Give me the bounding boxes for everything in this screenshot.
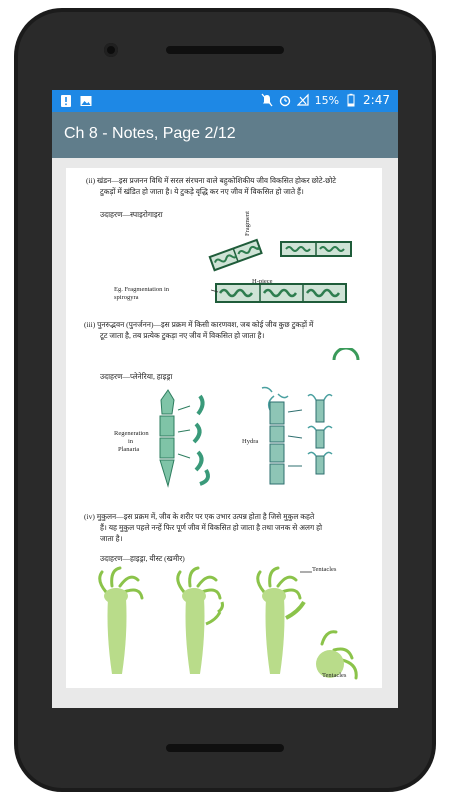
section-ii-text-line2: टुकड़ों में खंडित हो जाता है। ये टुकड़े वृद्धि कर नए जीव में विकसित हो जाते हैं।	[100, 187, 304, 196]
alarm-icon	[279, 93, 291, 107]
fig-h-piece-label: H-piece	[252, 278, 273, 285]
fig-tentacles-bottom-label: Tentacles	[322, 672, 347, 679]
section-iv-text-line2: हैं। यह मुकुल पहले नन्हें फिर पूर्ण जीव में विकसित हो जाता है तथा जनक से अलग हो	[100, 523, 323, 532]
fig-in-label: in	[128, 438, 134, 445]
hydra-bud-2	[178, 568, 223, 674]
alert-icon	[60, 94, 72, 108]
section-iv-example: उदाहरण—हाइड्रा, यीस्ट (खमीर)	[100, 554, 185, 563]
clock: 2:47	[363, 93, 390, 107]
screen	[52, 90, 398, 708]
section-iii-text-line2: टूट जाता है, तब प्रत्येक टुकड़ा नए जीव में विकसित हो जाता है।	[100, 331, 265, 340]
spirogyra-fragmentation-figure	[106, 226, 366, 308]
app-bar	[52, 112, 398, 158]
section-iv-text-line3: जाता है।	[100, 534, 123, 543]
fig-planaria-label: Planaria	[118, 446, 140, 453]
bottom-speaker	[166, 744, 284, 752]
no-signal-icon	[297, 93, 309, 107]
fig-hydra-label: Hydra	[242, 438, 259, 445]
hydra-budding-figure	[86, 564, 382, 688]
fig-regeneration-label: Regeneration	[114, 430, 149, 437]
page-title: Ch 8 - Notes, Page 2/12	[64, 125, 236, 142]
section-ii-example: उदाहरण—स्पाइरोगाइरा	[100, 210, 163, 219]
battery-icon	[345, 93, 357, 107]
status-bar	[52, 90, 398, 112]
green-circle-fragment	[332, 348, 362, 360]
regeneration-figure	[106, 386, 346, 506]
hydra-bud-1	[100, 568, 142, 674]
fragment-filament	[210, 240, 262, 270]
section-iii-example: उदाहरण—प्लेनेरिया, हाइड्रा	[100, 372, 173, 381]
top-speaker	[166, 46, 284, 54]
fig-spirogyra-label: spirogyra	[114, 294, 139, 301]
front-camera	[104, 43, 118, 57]
document-viewer[interactable]	[52, 158, 398, 708]
h-piece-filament	[281, 242, 351, 256]
mute-icon	[261, 93, 273, 107]
spirogyra-filament	[216, 284, 346, 302]
hydra-bud-3	[258, 568, 304, 674]
section-iii-text-line1: (iii) पुनरुद्भवन (पुनर्जनन)—इस प्रक्रम में किसी कारणवश, जब कोई जीव कुछ टुकड़ों में	[84, 320, 314, 329]
hydra-drawing	[262, 388, 332, 485]
fig-fragmentation-label: Eg. Fragmentation in	[114, 286, 170, 293]
document-page[interactable]	[66, 168, 382, 688]
battery-percent: 15%	[314, 93, 340, 107]
fig-tentacles-top-label: Tentacles	[312, 566, 337, 573]
planaria-drawing	[160, 390, 208, 486]
image-icon	[80, 94, 92, 108]
section-ii-text-line1: (ii) खंडन—इस प्रजनन विधि में सरल संरचना वाले बहुकोशिकीय जीव विकसित होकर छोटे-छोटे	[86, 176, 337, 185]
section-iv-text-line1: (iv) मुकुलन—इस प्रक्रम में, जीव के शरीर पर एक उभार उत्पन्न होता है जिसे मुकुल कहते	[84, 512, 315, 521]
fig-fragment-label: Fragment	[244, 211, 251, 236]
